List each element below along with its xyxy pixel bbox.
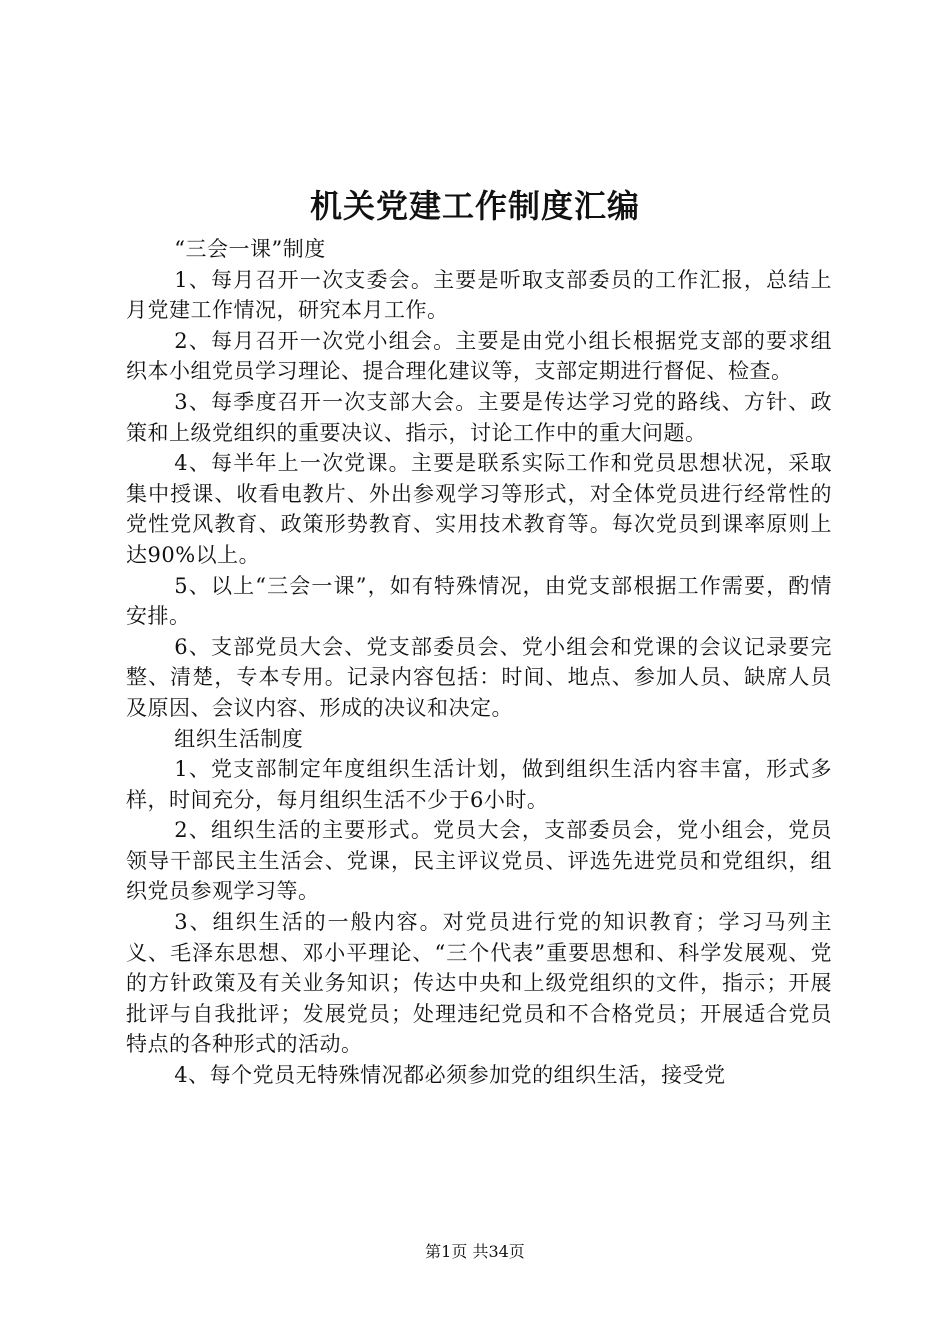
page-footer: 第1页 共34页 [425, 1242, 525, 1261]
document-body [126, 234, 832, 1091]
paragraph: 2、组织生活的主要形式。党员大会，支部委员会，党小组会，党员领导干部民主生活会、党课，民主评议党员、评选先进党员和党组织，组织党员参观学习等。 [126, 818, 832, 904]
paragraph: 3、每季度召开一次支部大会。主要是传达学习党的路线、方针、政策和上级党组织的重要决议、指示，讨论工作中的重大问题。 [126, 389, 832, 445]
section-heading-sanhui-yike: “三会一课”制度 [174, 237, 326, 261]
paragraph: 4、每个党员无特殊情况都必须参加党的组织生活，接受党 [174, 1063, 726, 1088]
document-title: 机关党建工作制度汇编 [309, 187, 640, 225]
section-heading-organizational-life: 组织生活制度 [174, 726, 304, 751]
paragraph: 1、每月召开一次支委会。主要是听取支部委员的工作汇报，总结上月党建工作情况，研究本月工作。 [126, 267, 832, 323]
paragraph: 5、以上“三会一课”，如有特殊情况，由党支部根据工作需要，酌情安排。 [126, 573, 832, 629]
paragraph: 1、党支部制定年度组织生活计划，做到组织生活内容丰富，形式多样，时间充分，每月组织生活不少于6小时。 [126, 757, 832, 812]
paragraph: 6、支部党员大会、党支部委员会、党小组会和党课的会议记录要完整、清楚，专本专用。记录内容包括：时间、地点、参加人员、缺席人员及原因、会议内容、形成的决议和决定。 [126, 634, 832, 720]
paragraph: 2、每月召开一次党小组会。主要是由党小组长根据党支部的要求组织本小组党员学习理论、提合理化建议等，支部定期进行督促、检查。 [126, 328, 832, 384]
paragraph: 3、组织生活的一般内容。对党员进行党的知识教育；学习马列主义、毛泽东思想、邓小平理论、“三个代表”重要思想和、科学发展观、党的方针政策及有关业务知识；传达中央和上级党组织的文件，指示；开展批评与自我批评；发展党员；处理违纪党员和不合格党员；开展适合党员特点的各种形式的活动。 [126, 910, 832, 1057]
paragraph: 4、每半年上一次党课。主要是联系实际工作和党员思想状况，采取集中授课、收看电教片、外出参观学习等形式，对全体党员进行经常性的党性党风教育、政策形势教育、实用技术教育等。每次党员到课率原则上达90%以上。 [126, 451, 832, 567]
